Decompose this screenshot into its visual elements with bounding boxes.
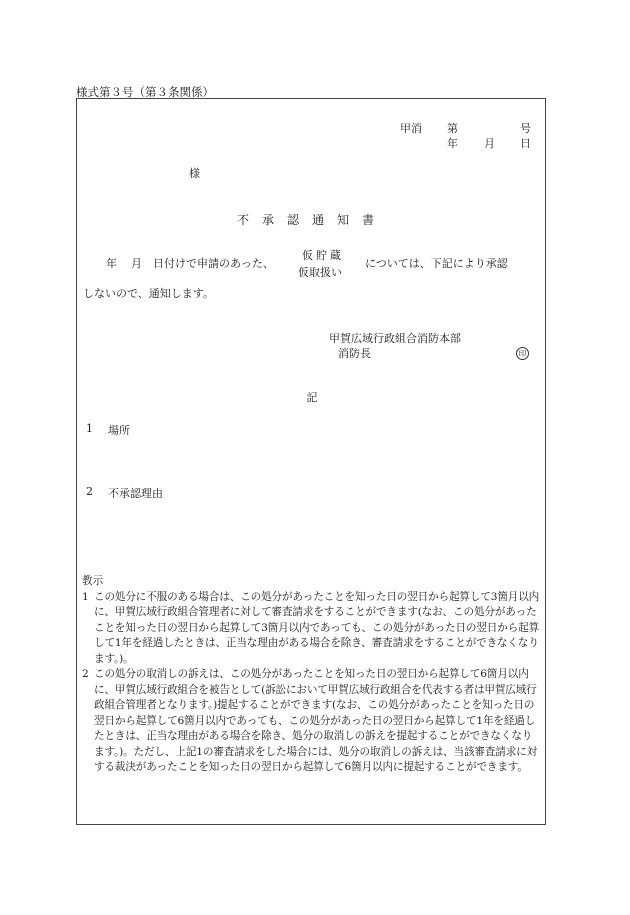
application-date-text: 日付けで申請のあった、 — [153, 257, 274, 270]
seal-mark: 印 — [516, 347, 529, 360]
date-day-label: 日 — [520, 137, 531, 150]
item-1-number: 1 — [86, 422, 93, 435]
document-title: 不承認通知書 — [236, 213, 387, 227]
item-1-label: 場所 — [108, 424, 130, 437]
item-2-number: 2 — [86, 485, 93, 498]
option-handling: 仮取扱い — [298, 266, 342, 279]
issuer-prefix: 甲消 — [400, 122, 422, 135]
note-text: この処分の取消しの訴えは、この処分があったことを知った日の翌日から起算して6箇月以内に、甲賀広域行政組合を被告として(訴訟において甲賀広域行政組合を代表する者は甲賀広域行政組合管理者となります。)提起することができます(なお、この処分があったことを知った日の翌日から起算して6箇月以内であっても、この処分があった日の翌日から起算して1年を経過したときは、正当な理由がある場合を除き、処分の取消しの訴えを提起することができなくなります。)。ただし、上記1の審査請求をした場合には、処分の取消しの訴えは、当該審査請求に対する裁決があったことを知った日の翌日から起算して6箇月以内に提起することができます。 — [94, 668, 538, 773]
notice-form — [76, 98, 546, 825]
number-suffix: 号 — [520, 122, 531, 135]
sender-title: 消防長 — [338, 347, 371, 360]
application-year: 年 — [106, 257, 117, 270]
number-prefix: 第 — [447, 122, 458, 135]
form-label: 様式第３号（第３条関係） — [76, 85, 214, 99]
application-line2: しないので、通知します。 — [83, 287, 214, 300]
item-2-label: 不承認理由 — [108, 487, 163, 500]
date-year-label: 年 — [447, 137, 458, 150]
sender-organization: 甲賀広域行政組合消防本部 — [329, 332, 461, 345]
date-month-label: 月 — [484, 137, 495, 150]
addressee-suffix: 様 — [189, 167, 200, 180]
note-number: 2 — [82, 668, 89, 680]
ki-heading: 記 — [306, 391, 318, 404]
notes-heading: 教示 — [82, 575, 104, 587]
note-item — [82, 667, 540, 776]
option-storage: 仮貯蔵 — [302, 249, 344, 262]
note-item — [82, 590, 540, 668]
note-number: 1 — [82, 590, 89, 603]
application-month: 月 — [131, 257, 142, 270]
note-text: この処分に不服のある場合は、この処分があったことを知った日の翌日から起算して3箇月以内に、甲賀広域行政組合管理者に対して審査請求をすることができます(なお、この処分があったことを知った日の翌日から起算して3箇月以内であっても、この処分があった日の翌日から起算して1年を経過したときは、正当な理由がある場合を除き、審査請求をすることができなくなります。)。 — [94, 590, 540, 665]
appeal-notes — [82, 574, 540, 776]
application-after-options: については、下記により承認 — [365, 257, 508, 270]
